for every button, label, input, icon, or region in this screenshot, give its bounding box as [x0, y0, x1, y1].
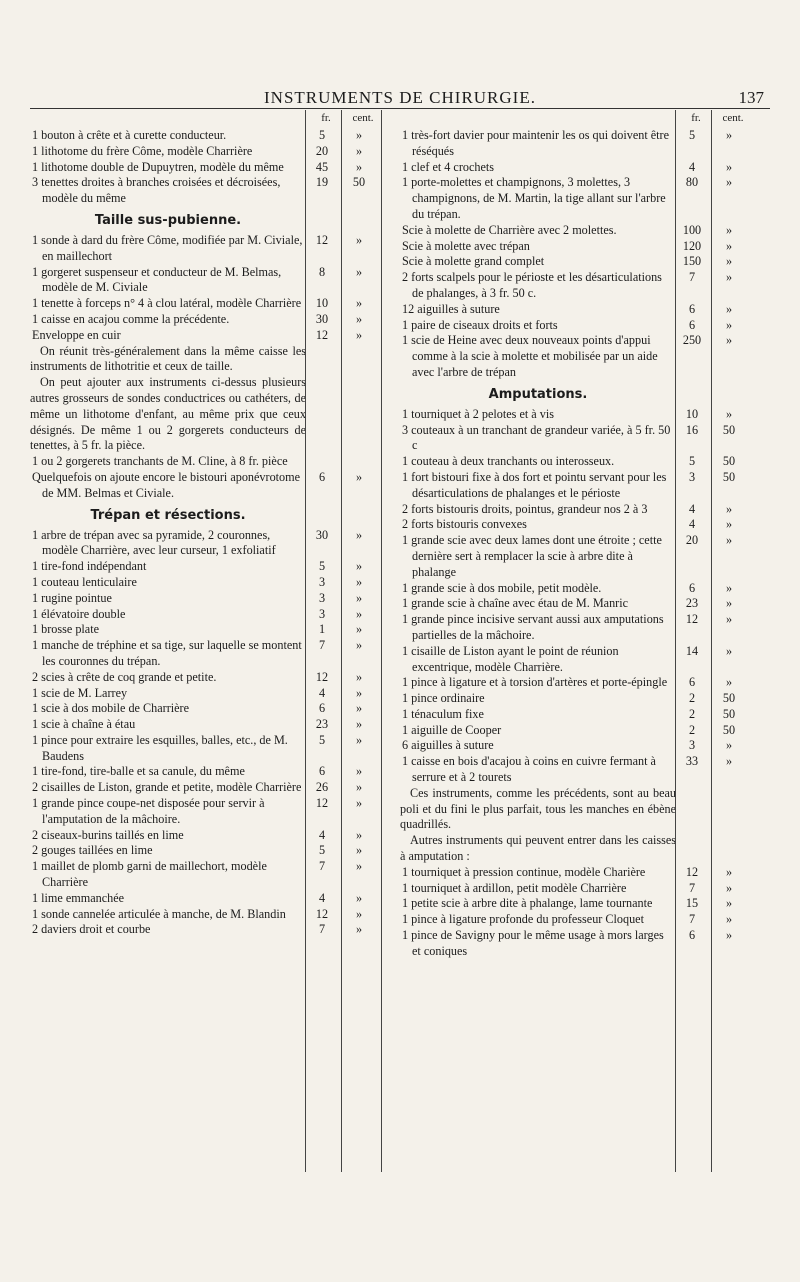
price-centimes: »: [355, 143, 363, 158]
price-row: [30, 575, 400, 591]
price-row: [400, 612, 770, 644]
item-description: 1 fort bistouri fixe à dos fort et pointu servant pour les désarticulations de phalanges et le périoste: [402, 469, 667, 500]
price-centimes: »: [355, 469, 363, 484]
item-description: 1 lime emmanchée: [32, 890, 125, 905]
note-paragraph: Ces instruments, comme les précédents, sont au beau poli et du fini le plus parfait, tous les manches en ébène quadrillés.: [400, 785, 676, 832]
price-francs: 20: [685, 533, 699, 548]
left-column-header: [30, 110, 400, 128]
price-centimes: »: [355, 717, 363, 732]
page-number: 137: [738, 88, 764, 107]
price-centimes: »: [355, 764, 363, 779]
price-francs: 26: [315, 780, 329, 795]
column-rule: [341, 110, 342, 1172]
left-column-body: [30, 128, 400, 938]
price-centimes: »: [725, 270, 733, 285]
price-francs: 100: [682, 222, 702, 237]
item-description: 1 grande pince incisive servant aussi aux amputations partielles de la mâchoire.: [402, 612, 664, 642]
item-description: 12 aiguilles à suture: [402, 301, 500, 316]
price-centimes: »: [355, 327, 363, 342]
item-description: 1 tenette à forceps n° 4 à clou latéral, modèle Charrière: [32, 296, 302, 311]
price-centimes: »: [725, 238, 733, 253]
price-centimes: »: [725, 896, 733, 911]
price-row: [30, 591, 400, 607]
price-centimes: »: [355, 311, 363, 326]
price-row: [30, 328, 400, 344]
price-francs: 30: [315, 311, 329, 326]
price-centimes: »: [725, 675, 733, 690]
price-francs: 7: [318, 859, 326, 874]
price-centimes: »: [725, 864, 733, 879]
price-francs: 6: [688, 580, 696, 595]
item-description: 1 tourniquet à pression continue, modèle Charière: [402, 864, 646, 879]
price-centimes: »: [355, 590, 363, 605]
item-description: 1 tourniquet à 2 pelotes et à vis: [402, 406, 554, 421]
price-row: [400, 707, 770, 723]
price-francs: 4: [318, 685, 326, 700]
price-francs: 120: [682, 238, 702, 253]
price-francs: 7: [318, 922, 326, 937]
column-rule: [711, 110, 712, 1172]
price-francs: 3: [688, 738, 696, 753]
item-description: 1 scie de Heine avec deux nouveaux points d'appui comme à la scie à molette et mobilisée par un aide avec l'arbre de trépan: [402, 333, 658, 379]
price-row: [400, 502, 770, 518]
price-francs: 12: [685, 612, 699, 627]
item-description: 1 tourniquet à ardillon, petit modèle Charrière: [402, 880, 627, 895]
price-centimes: »: [355, 827, 363, 842]
price-francs: 6: [318, 764, 326, 779]
price-row: [400, 239, 770, 255]
price-centimes: 50: [722, 469, 736, 484]
price-row: [400, 912, 770, 928]
price-centimes: »: [725, 738, 733, 753]
section-heading: Amputations.: [488, 386, 588, 402]
price-row: [30, 859, 400, 891]
left-column: [30, 110, 400, 938]
price-francs: 23: [315, 717, 329, 732]
item-description: 1 clef et 4 crochets: [402, 159, 495, 174]
fr-label: fr.: [691, 112, 701, 124]
price-row: [400, 738, 770, 754]
price-francs: 5: [318, 128, 326, 142]
cent-label: cent.: [352, 112, 374, 124]
price-centimes: »: [725, 175, 733, 190]
price-centimes: »: [355, 780, 363, 795]
item-description: 1 pince ordinaire: [402, 691, 485, 706]
price-francs: 5: [318, 732, 326, 747]
price-francs: 5: [318, 559, 326, 574]
price-centimes: »: [725, 406, 733, 421]
price-francs: 12: [315, 232, 329, 247]
price-row: [400, 318, 770, 334]
item-description: 1 lithotome du frère Côme, modèle Charrière: [32, 143, 253, 158]
item-description: 3 couteaux à un tranchant de grandeur variée, à 5 fr. 50 c: [402, 422, 671, 453]
price-francs: 23: [685, 596, 699, 611]
price-row: [400, 423, 770, 455]
item-description: 1 aiguille de Cooper: [402, 722, 502, 737]
item-description: 2 daviers droit et courbe: [32, 922, 151, 937]
item-description: 1 petite scie à arbre dite à phalange, lame tournante: [402, 896, 653, 911]
item-description: 1 gorgeret suspenseur et conducteur de M. Belmas, modèle de M. Civiale: [32, 264, 282, 295]
item-description: 2 gouges taillées en lime: [32, 843, 153, 858]
price-francs: 6: [688, 317, 696, 332]
price-francs: 2: [688, 691, 696, 706]
price-centimes: »: [355, 890, 363, 905]
fr-label: fr.: [321, 112, 331, 124]
item-description: 1 tire-fond indépendant: [32, 559, 147, 574]
cent-label: cent.: [722, 112, 744, 124]
price-francs: 33: [685, 754, 699, 769]
price-centimes: »: [725, 580, 733, 595]
item-description: 2 forts bistouris droits, pointus, grandeur nos 2 à 3: [402, 501, 648, 516]
price-centimes: »: [725, 643, 733, 658]
page-header: [30, 88, 770, 110]
price-francs: 45: [315, 159, 329, 174]
page-title: INSTRUMENTS DE CHIRURGIE.: [264, 88, 536, 107]
item-description: 1 couteau lenticulaire: [32, 574, 137, 589]
item-description: 1 brosse plate: [32, 622, 100, 637]
price-francs: 19: [315, 175, 329, 190]
price-francs: 2: [688, 722, 696, 737]
price-centimes: »: [355, 159, 363, 174]
price-row: [400, 270, 770, 302]
item-description: 1 tire-fond, tire-balle et sa canule, du même: [32, 764, 245, 779]
price-centimes: »: [725, 128, 733, 142]
price-francs: 14: [685, 643, 699, 658]
right-column: [400, 110, 770, 960]
price-row: [30, 891, 400, 907]
item-description: 1 rugine pointue: [32, 590, 112, 605]
price-centimes: »: [355, 701, 363, 716]
price-francs: 12: [315, 906, 329, 921]
price-centimes: »: [355, 264, 363, 279]
item-description: 3 tenettes droites à branches croisées et décroisées, modèle du même: [32, 175, 281, 206]
price-centimes: 50: [352, 175, 366, 190]
column-rule: [675, 110, 676, 1172]
item-description: 1 pince de Savigny pour le même usage à mors larges et coniques: [402, 928, 664, 958]
price-francs: 12: [315, 669, 329, 684]
price-francs: 30: [315, 527, 329, 542]
price-row: [30, 701, 400, 717]
price-francs: 6: [688, 928, 696, 943]
price-francs: 6: [318, 469, 326, 484]
price-francs: 4: [688, 159, 696, 174]
price-row: [30, 233, 400, 265]
price-francs: 3: [318, 590, 326, 605]
item-description: 1 arbre de trépan avec sa pyramide, 2 couronnes, modèle Charrière, avec leur curseur, 1 exfoliatif: [32, 527, 276, 558]
price-francs: 4: [318, 890, 326, 905]
price-centimes: [340, 454, 378, 470]
price-row: [30, 764, 400, 780]
price-row: [400, 302, 770, 318]
price-francs: 2: [688, 706, 696, 721]
item-description: 1 porte-molettes et champignons, 3 molettes, 3 champignons, de M. Martin, la tige allant sur l'arbre du trépan.: [402, 175, 666, 221]
price-francs: 150: [682, 254, 702, 269]
price-row: [400, 691, 770, 707]
price-francs: 5: [318, 843, 326, 858]
price-row: [30, 907, 400, 923]
price-centimes: »: [355, 685, 363, 700]
item-description: 1 très-fort davier pour maintenir les os qui doivent être réséqués: [402, 128, 670, 158]
item-description: 1 manche de tréphine et sa tige, sur laquelle se montent les couronnes du trépan.: [32, 638, 302, 668]
item-description: 1 scie à dos mobile de Charrière: [32, 701, 190, 716]
price-francs: 16: [685, 422, 699, 437]
price-centimes: »: [725, 254, 733, 269]
price-centimes: »: [725, 533, 733, 548]
note-paragraph: On réunit très-généralement dans la même caisse les instruments de lithotritie et ceux de taille.: [30, 343, 306, 374]
price-row: [30, 670, 400, 686]
price-row: [30, 128, 400, 144]
item-description: Quelquefois on ajoute encore le bistouri aponévrotome de MM. Belmas et Civiale.: [32, 469, 301, 500]
price-centimes: »: [725, 333, 733, 348]
price-row: [30, 622, 400, 638]
item-description: Enveloppe en cuir: [32, 327, 121, 342]
price-francs: 5: [688, 128, 696, 142]
right-column-body: [400, 128, 770, 960]
column-rule: [381, 110, 382, 1172]
price-row: [30, 296, 400, 312]
price-centimes: »: [355, 128, 363, 142]
price-centimes: »: [725, 912, 733, 927]
price-francs: 80: [685, 175, 699, 190]
price-francs: 10: [315, 296, 329, 311]
price-centimes: »: [355, 843, 363, 858]
price-row: [30, 144, 400, 160]
price-centimes: »: [725, 317, 733, 332]
item-description: 1 scie de M. Larrey: [32, 685, 128, 700]
item-description: 1 élévatoire double: [32, 606, 126, 621]
price-row: [400, 754, 770, 786]
column-rule: [305, 110, 306, 1172]
price-centimes: »: [355, 232, 363, 247]
price-row: [30, 528, 400, 560]
price-row: [400, 896, 770, 912]
price-centimes: »: [355, 922, 363, 937]
price-row: [400, 675, 770, 691]
price-centimes: »: [725, 928, 733, 943]
price-francs: 250: [682, 333, 702, 348]
price-row: [400, 596, 770, 612]
price-row: [30, 175, 400, 207]
price-row: [30, 638, 400, 670]
price-row: [400, 517, 770, 533]
price-centimes: »: [355, 669, 363, 684]
price-centimes: »: [725, 301, 733, 316]
price-francs: 20: [315, 143, 329, 158]
item-description: 1 ou 2 gorgerets tranchants de M. Cline, à 8 fr. pièce: [32, 454, 288, 469]
item-description: 1 pince à ligature et à torsion d'artères et porte-épingle: [402, 675, 668, 690]
price-francs: 3: [318, 606, 326, 621]
price-centimes: »: [355, 527, 363, 542]
price-francs: 6: [688, 301, 696, 316]
item-description: 1 caisse en bois d'acajou à coins en cuivre fermant à serrure et à 2 tourets: [402, 754, 656, 785]
price-centimes: »: [725, 612, 733, 627]
price-centimes: »: [355, 906, 363, 921]
price-row: [30, 470, 400, 502]
price-centimes: »: [725, 222, 733, 237]
price-row: [400, 223, 770, 239]
price-francs: 10: [685, 406, 699, 421]
price-centimes: »: [355, 732, 363, 747]
price-row: [30, 796, 400, 828]
item-description: 2 scies à crête de coq grande et petite.: [32, 669, 217, 684]
price-francs: 12: [315, 327, 329, 342]
price-row: [400, 881, 770, 897]
price-centimes: 50: [722, 454, 736, 469]
price-francs: 7: [688, 880, 696, 895]
price-row: [400, 865, 770, 881]
price-row: [400, 254, 770, 270]
section-heading: Trépan et résections.: [90, 507, 246, 523]
price-francs: 4: [688, 501, 696, 516]
price-francs: 15: [685, 896, 699, 911]
header-rule: [30, 108, 770, 109]
price-row: [400, 533, 770, 580]
price-centimes: »: [725, 880, 733, 895]
price-row: [400, 407, 770, 423]
price-francs: 5: [688, 454, 696, 469]
price-francs: 1: [318, 622, 326, 637]
price-row: [400, 723, 770, 739]
price-row: [400, 581, 770, 597]
price-row: [30, 717, 400, 733]
item-description: Scie à molette avec trépan: [402, 238, 530, 253]
price-francs: 8: [318, 264, 326, 279]
price-centimes: 50: [722, 691, 736, 706]
price-francs: 3: [688, 469, 696, 484]
price-francs: 7: [688, 912, 696, 927]
item-description: 1 couteau à deux tranchants ou interosseux.: [402, 454, 615, 469]
price-row: [400, 333, 770, 380]
price-centimes: »: [355, 638, 363, 653]
price-row: [30, 454, 400, 470]
price-centimes: »: [725, 159, 733, 174]
item-description: 6 aiguilles à suture: [402, 738, 494, 753]
item-description: 1 grande pince coupe-net disposée pour servir à l'amputation de la mâchoire.: [32, 796, 265, 826]
price-francs: 12: [315, 796, 329, 811]
item-description: Scie à molette grand complet: [402, 254, 545, 269]
price-francs: 4: [318, 827, 326, 842]
price-centimes: 50: [722, 706, 736, 721]
price-row: [400, 928, 770, 960]
price-centimes: 50: [722, 422, 736, 437]
item-description: 1 grande scie à dos mobile, petit modèle.: [402, 580, 602, 595]
item-description: 1 cisaille de Liston ayant le point de réunion excentrique, modèle Charrière.: [402, 643, 619, 674]
price-row: [400, 470, 770, 502]
price-centimes: »: [355, 796, 363, 811]
item-description: 2 forts scalpels pour le périoste et les désarticulations de phalanges, à 3 fr. 50 c.: [402, 270, 662, 300]
price-centimes: »: [725, 517, 733, 532]
note-paragraph: Autres instruments qui peuvent entrer dans les caisses à amputation :: [400, 833, 676, 864]
price-centimes: »: [725, 754, 733, 769]
item-description: 1 grande scie avec deux lames dont une étroite ; cette dernière sert à remplacer la scie à arbre dite à phalange: [402, 533, 662, 579]
right-column-header: [400, 110, 770, 128]
price-centimes: 50: [722, 722, 736, 737]
price-centimes: »: [355, 559, 363, 574]
price-row: [400, 160, 770, 176]
price-row: [30, 160, 400, 176]
price-francs: 4: [688, 517, 696, 532]
price-francs: 12: [685, 864, 699, 879]
item-description: 1 sonde à dard du frère Côme, modifiée par M. Civiale, en maillechort: [32, 232, 303, 263]
price-francs: 3: [318, 574, 326, 589]
price-centimes: »: [355, 859, 363, 874]
price-row: [30, 733, 400, 765]
section-heading: Taille sus-pubienne.: [94, 212, 242, 228]
price-row: [400, 128, 770, 160]
price-row: [30, 607, 400, 623]
item-description: 2 cisailles de Liston, grande et petite, modèle Charrière: [32, 780, 302, 795]
price-row: [30, 843, 400, 859]
price-row: [30, 922, 400, 938]
price-row: [30, 265, 400, 297]
price-francs: [304, 454, 340, 470]
note-paragraph: On peut ajouter aux instruments ci-dessus plusieurs autres grosseurs de sondes conductrices ou cathéters, de même un lithotome d'enfant, au même prix que ceux désignés. De même 1 ou 2 gorgerets conducteurs de tenettes, à 5 fr. la pièce.: [30, 375, 306, 453]
price-row: [30, 686, 400, 702]
price-row: [30, 312, 400, 328]
item-description: 1 lithotome double de Dupuytren, modèle du même: [32, 159, 284, 174]
price-row: [30, 828, 400, 844]
price-francs: 7: [688, 270, 696, 285]
price-centimes: »: [725, 501, 733, 516]
item-description: 1 grande scie à chaîne avec étau de M. Manric: [402, 596, 629, 611]
price-centimes: »: [355, 622, 363, 637]
price-francs: 7: [318, 638, 326, 653]
price-row: [400, 644, 770, 676]
item-description: 1 caisse en acajou comme la précédente.: [32, 311, 230, 326]
item-description: 1 pince pour extraire les esquilles, balles, etc., de M. Baudens: [32, 732, 288, 763]
price-francs: 6: [688, 675, 696, 690]
price-row: [30, 559, 400, 575]
item-description: 1 maillet de plomb garni de maillechort, modèle Charrière: [32, 859, 267, 890]
item-description: Scie à molette de Charrière avec 2 molettes.: [402, 222, 617, 237]
price-centimes: »: [355, 296, 363, 311]
item-description: 1 pince à ligature profonde du professeur Cloquet: [402, 912, 644, 927]
price-row: [400, 175, 770, 222]
item-description: 1 paire de ciseaux droits et forts: [402, 317, 558, 332]
price-centimes: »: [355, 574, 363, 589]
item-description: 1 sonde cannelée articulée à manche, de M. Blandin: [32, 906, 286, 921]
price-centimes: »: [355, 606, 363, 621]
item-description: 2 ciseaux-burins taillés en lime: [32, 827, 184, 842]
item-description: 1 bouton à crête et à curette conducteur.: [32, 128, 227, 142]
price-francs: 6: [318, 701, 326, 716]
item-description: 1 scie à chaîne à étau: [32, 717, 136, 732]
price-row: [400, 454, 770, 470]
item-description: 2 forts bistouris convexes: [402, 517, 527, 532]
item-description: 1 ténaculum fixe: [402, 706, 484, 721]
price-centimes: »: [725, 596, 733, 611]
price-row: [30, 780, 400, 796]
